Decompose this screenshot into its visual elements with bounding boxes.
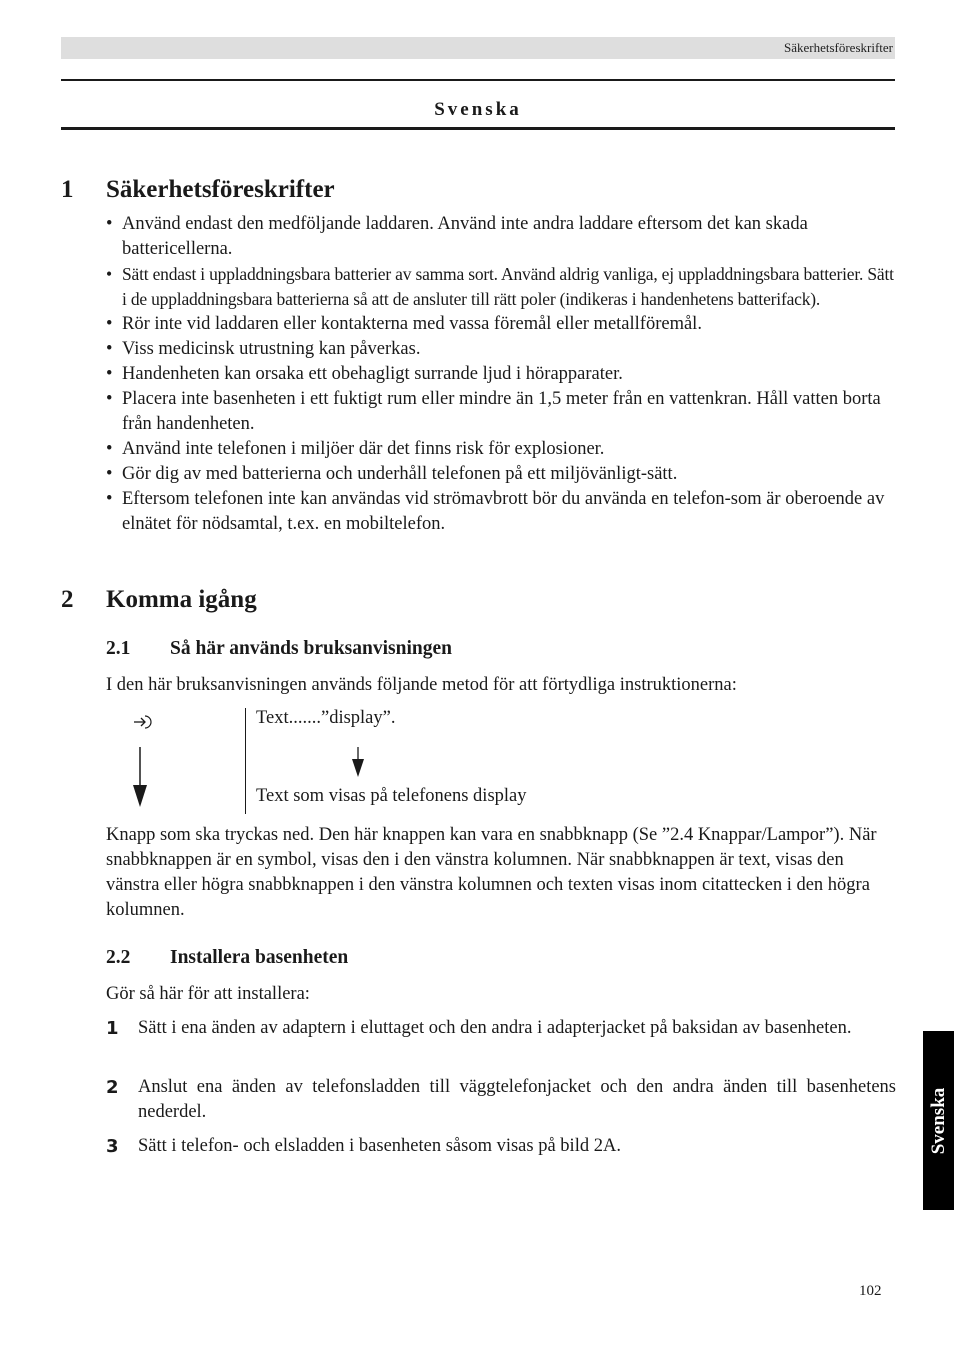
step-text: Sätt i ena änden av adaptern i eluttaget och den andra i adapterjacket på baksidan av basenheten. (138, 1018, 852, 1038)
key-press-icon (133, 712, 153, 732)
install-intro: Gör så här för att installera: (106, 984, 310, 1004)
step-text: Sätt i telefon- och elsladden i basenheten såsom visas på bild 2A. (138, 1136, 621, 1156)
subsection-number: 2.1 (106, 638, 131, 659)
running-header-title: Säkerhetsföreskrifter (783, 40, 893, 55)
arrow-down-icon (131, 747, 149, 809)
list-item: • Använd endast den medföljande laddaren. Använd inte andra laddare eftersom det kan skada battericellerna. (106, 212, 896, 262)
step-number: 3 (106, 1136, 119, 1157)
section-number: 2 (61, 586, 74, 613)
section-title: Komma igång (106, 586, 257, 613)
side-tab-label: Svenska (927, 1087, 949, 1154)
safety-bullet-list (106, 212, 896, 537)
step-item (106, 1075, 896, 1125)
section-number: 1 (61, 176, 74, 203)
list-item: • Sätt endast i uppladdningsbara batterier av samma sort. Använd aldrig vanliga, ej uppladdningsbara batterier. Sätt i de uppladdningsbara batterierna så att de ansluter till rätt poler (indikeras i handenhetens batterifack). (106, 262, 896, 312)
list-item: • Eftersom telefonen inte kan användas vid strömavbrott bör du använda en telefon-som är oberoende av elnätet för nödsamtal, t.ex. en mobiltelefon. (106, 487, 896, 537)
usage-intro: I den här bruksanvisningen används följande metod för att förtydliga instruktionerna: (106, 675, 737, 695)
subsection-title: Så här används bruksanvisningen (170, 638, 452, 659)
subsection-number: 2.2 (106, 947, 131, 968)
step-item (106, 1134, 896, 1159)
column-divider (245, 708, 246, 814)
step-number: 1 (106, 1018, 119, 1039)
top-rule (61, 79, 895, 81)
language-side-tab (923, 1031, 954, 1210)
subsection-title: Installera basenheten (170, 947, 349, 968)
subsection-2-1-heading (106, 638, 452, 660)
display-text-caption: Text som visas på telefonens display (256, 786, 527, 806)
subsection-2-2-heading (106, 947, 348, 969)
list-item: • Placera inte basenheten i ett fuktigt rum eller mindre än 1,5 meter från en vattenkran. Håll vatten borta från handenheten. (106, 387, 896, 437)
key-explanation: Knapp som ska tryckas ned. Den här knappen kan vara en snabbknapp (Se ”2.4 Knappar/Lampor”). När snabbknappen är en symbol, visas den i den vänstra kolumnen. När snabbknappen är text, visas den vänstra eller högra snabbknappen i den vänstra kolumnen och texten visas inom citattecken i den högra kolumnen. (106, 825, 877, 920)
section-1-heading (61, 176, 335, 204)
step-item (106, 1016, 896, 1041)
list-item: • Handenheten kan orsaka ett obehagligt surrande ljud i hörapparater. (106, 362, 896, 387)
list-item: • Använd inte telefonen i miljöer där det finns risk för explosioner. (106, 437, 896, 462)
language-title: Svenska (434, 99, 522, 120)
running-header (61, 37, 895, 59)
display-text-example: Text.......”display”. (256, 708, 396, 728)
section-title: Säkerhetsföreskrifter (106, 176, 335, 203)
title-underline (61, 127, 895, 130)
list-item: • Gör dig av med batterierna och underhåll telefonen på ett miljövänligt-sätt. (106, 462, 896, 487)
list-item: • Rör inte vid laddaren eller kontakterna med vassa föremål eller metallföremål. (106, 312, 896, 337)
arrow-down-icon (350, 747, 366, 779)
step-text: Anslut ena änden av telefonsladden till väggtelefonjacket och den andra änden till basenhetens nederdel. (138, 1077, 896, 1122)
section-2-heading (61, 586, 257, 614)
list-item: • Viss medicinsk utrustning kan påverkas. (106, 337, 896, 362)
page-number: 102 (859, 1283, 882, 1299)
step-number: 2 (106, 1077, 119, 1098)
